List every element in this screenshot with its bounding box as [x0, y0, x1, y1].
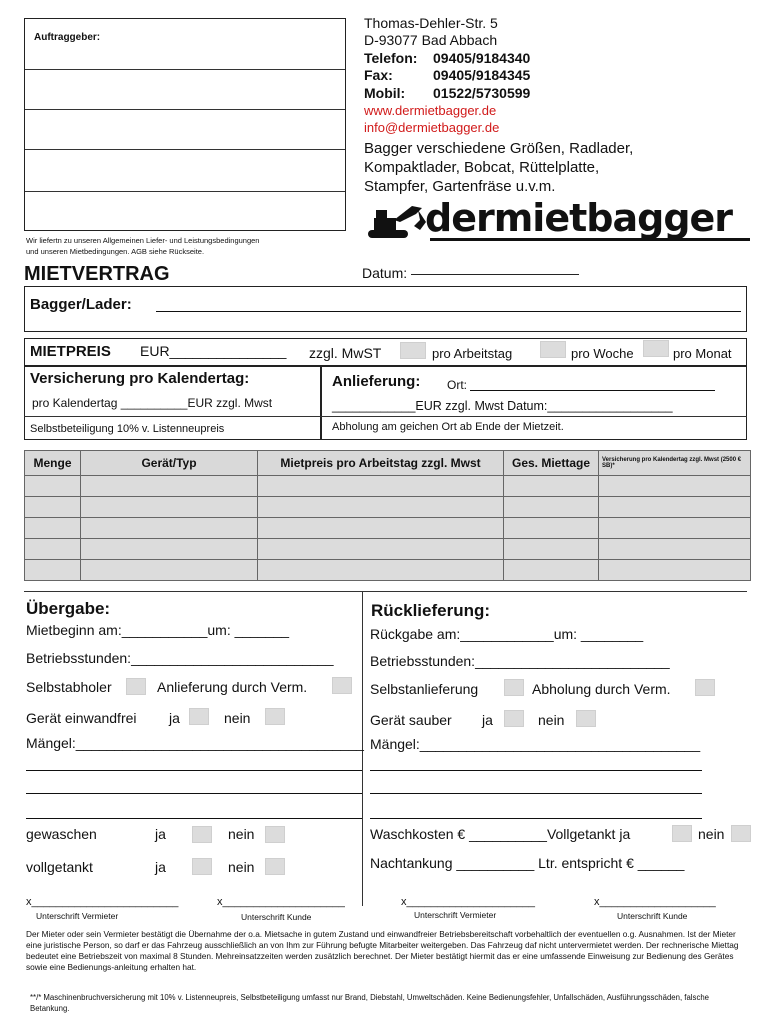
selbstbeteiligung-text: Selbstbeteiligung 10% v. Listenneupreis	[30, 423, 225, 435]
address-city: D-93077 Bad Abbach	[364, 32, 498, 48]
vollgetankt-ja-checkbox[interactable]	[192, 858, 212, 875]
vollgetankt-nein-rueck-label: nein	[698, 826, 725, 842]
geraet-nein-checkbox[interactable]	[265, 708, 285, 725]
vollgetankt-ja-label: ja	[155, 859, 166, 875]
tagline-2: Kompaktlader, Bobcat, Rüttelplatte,	[364, 159, 600, 176]
email-link[interactable]: info@dermietbagger.de	[364, 120, 500, 135]
vollgetankt-label: vollgetankt	[26, 859, 93, 875]
ruecklieferung-betriebsstunden-field[interactable]: Betriebsstunden:_________________________	[370, 653, 670, 669]
items-table	[24, 450, 751, 581]
anlieferung-ort-label: Ort:	[447, 378, 467, 392]
signature-label-vermieter-1: Unterschrift Vermieter	[36, 911, 119, 921]
anlieferung-verm-checkbox[interactable]	[332, 677, 352, 694]
selbstanlieferung-label: Selbstanlieferung	[370, 681, 479, 697]
gewaschen-ja-checkbox[interactable]	[192, 826, 212, 843]
fax-label: Fax:	[364, 67, 393, 83]
ruecklieferung-maengel-line[interactable]	[370, 770, 702, 771]
table-row[interactable]	[25, 476, 751, 497]
vollgetankt-ja-rueck-checkbox[interactable]	[672, 825, 692, 842]
vollgetankt-nein-label: nein	[228, 859, 255, 875]
sauber-ja-label: ja	[482, 712, 493, 728]
pro-arbeitstag-label: pro Arbeitstag	[432, 346, 513, 361]
vollgetankt-nein-checkbox[interactable]	[265, 858, 285, 875]
geraet-nein-label: nein	[224, 710, 251, 726]
table-row[interactable]	[25, 539, 751, 560]
gewaschen-label: gewaschen	[26, 826, 97, 842]
selbstabholer-checkbox[interactable]	[126, 678, 146, 695]
table-row[interactable]	[25, 560, 751, 581]
ruecklieferung-title: Rücklieferung:	[371, 601, 491, 620]
tagline-1: Bagger verschiedene Größen, Radlader,	[364, 140, 634, 157]
logo-underline	[430, 238, 750, 241]
excavator-logo-icon	[364, 200, 434, 242]
col-versicherung: Versicherung pro Kalendertag zzgl. Mwst (2500 € SB)*	[599, 451, 751, 476]
ruecklieferung-maengel-line[interactable]	[370, 818, 702, 819]
anlieferung-ort-input[interactable]	[470, 390, 715, 391]
uebergabe-maengel-line[interactable]	[26, 818, 362, 819]
pro-monat-checkbox[interactable]	[643, 340, 669, 357]
bagger-lader-label: Bagger/Lader:	[30, 296, 132, 313]
nachtankung-field[interactable]: Nachtankung __________ Ltr. entspricht € ______	[370, 855, 685, 871]
anlieferung-title: Anlieferung:	[332, 373, 421, 390]
uebergabe-title: Übergabe:	[26, 599, 111, 618]
uebergabe-betriebsstunden-field[interactable]: Betriebsstunden:__________________________	[26, 650, 334, 666]
mobile-value: 01522/5730599	[433, 85, 531, 101]
sauber-ja-checkbox[interactable]	[504, 710, 524, 727]
footer-paragraph: Der Mieter oder sein Vermieter bestätigt die Übernahme der o.a. Mietsache in gutem Zustand und einwandfreier Betriebsbereitschaft vorbehaltlich der eventuellen o.g. Ausnahmen. Ist der Mieter eine juristische Person, so darf er das Fahrzeug ausschließlich an von Ihm zur Führung befugte Mitarbeiter weitergeben. Das Fahrzeug daf nicht untervermietet werden. Der rechnerische Miettag bedeutet eine Betriebszeit von maximal 8 Stunden. Mehreinsatzzeiten werden zusätzlich berechnet. Der Mieter bestätigt hiermit das er eine umfassende Einweisung zur Bedienung des Gerätes sowie eine Bedienungs-anleitung erhalten hat.	[26, 929, 739, 972]
sauber-nein-label: nein	[538, 712, 565, 728]
table-row[interactable]	[25, 518, 751, 539]
selbstabholer-label: Selbstabholer	[26, 679, 112, 695]
tagline-3: Stampfer, Gartenfräse u.v.m.	[364, 178, 556, 195]
uebergabe-maengel-field[interactable]: Mängel:_____________________________________	[26, 735, 364, 751]
mietpreis-mwst: zzgl. MwST	[309, 345, 382, 361]
gewaschen-nein-checkbox[interactable]	[265, 826, 285, 843]
versicherung-title: Versicherung pro Kalendertag:	[30, 370, 250, 387]
mietpreis-eur-field[interactable]: EUR_______________	[140, 343, 287, 359]
vollgetankt-nein-rueck-checkbox[interactable]	[731, 825, 751, 842]
uebergabe-maengel-line[interactable]	[26, 793, 362, 794]
col-geraet-typ: Gerät/Typ	[81, 451, 258, 476]
page-title: MIETVERTRAG	[24, 263, 170, 285]
pro-woche-checkbox[interactable]	[540, 341, 566, 358]
auftraggeber-label: Auftraggeber:	[34, 32, 101, 43]
versicherung-line[interactable]: pro Kalendertag __________EUR zzgl. Mwst	[32, 396, 273, 410]
col-mietpreis: Mietpreis pro Arbeitstag zzgl. Mwst	[258, 451, 504, 476]
bagger-lader-input[interactable]	[156, 311, 741, 312]
auftraggeber-box	[24, 18, 346, 231]
abholung-verm-label: Abholung durch Verm.	[532, 681, 671, 697]
signature-line-kunde-1[interactable]: x____________________	[217, 896, 345, 908]
ruecklieferung-maengel-field[interactable]: Mängel:____________________________________	[370, 736, 701, 752]
geraet-sauber-label: Gerät sauber	[370, 712, 452, 728]
signature-label-kunde-1: Unterschrift Kunde	[241, 912, 312, 922]
logo-wordmark: dermietbagger	[425, 196, 733, 240]
footer-footnote: **/* Maschinenbruchversicherung mit 10% v. Listenneupreis, Selbstbeteiligung umfasst nur Brand, Diebstahl, Umweltschäden. Keine Bedienungsfehler, Unfallschäden, Ausführungsschäden, falsche Betankung.	[30, 993, 710, 1013]
waschkosten-field[interactable]: Waschkosten € __________Vollgetankt ja	[370, 826, 631, 842]
signature-line-vermieter-1[interactable]: x________________________	[26, 896, 179, 908]
signature-line-kunde-2[interactable]: x___________________	[594, 896, 716, 908]
gewaschen-nein-label: nein	[228, 826, 255, 842]
datum-field[interactable]: Datum: ————————————	[362, 265, 580, 281]
mietpreis-box	[24, 338, 747, 366]
mobile-label: Mobil:	[364, 85, 406, 101]
phone-value: 09405/9184340	[433, 50, 531, 66]
bagger-lader-box	[24, 286, 747, 332]
phone-label: Telefon:	[364, 50, 418, 66]
signature-line-vermieter-2[interactable]: x_____________________	[401, 896, 535, 908]
anlieferung-line[interactable]: ____________EUR zzgl. Mwst Datum:__________________	[332, 399, 673, 413]
geraet-ja-label: ja	[169, 710, 180, 726]
uebergabe-maengel-line[interactable]	[26, 770, 362, 771]
table-row[interactable]	[25, 497, 751, 518]
pro-arbeitstag-checkbox[interactable]	[400, 342, 426, 359]
abholung-verm-checkbox[interactable]	[695, 679, 715, 696]
col-miettage: Ges. Miettage	[504, 451, 599, 476]
fax-value: 09405/9184345	[433, 67, 531, 83]
website-link[interactable]: www.dermietbagger.de	[364, 103, 497, 118]
anlieferung-verm-label: Anlieferung durch Verm.	[157, 679, 308, 695]
ruecklieferung-maengel-line[interactable]	[370, 793, 702, 794]
abholung-text: Abholung am geichen Ort ab Ende der Mietzeit.	[332, 421, 564, 433]
col-menge: Menge	[25, 451, 81, 476]
mietbeginn-field[interactable]: Mietbeginn am:___________um: _______	[26, 622, 290, 638]
selbstanlieferung-checkbox[interactable]	[504, 679, 524, 696]
geraet-einwandfrei-label: Gerät einwandfrei	[26, 710, 137, 726]
mietpreis-label: MIETPREIS	[30, 343, 111, 360]
signature-label-vermieter-2: Unterschrift Vermieter	[414, 910, 497, 920]
pro-monat-label: pro Monat	[673, 346, 732, 361]
sauber-nein-checkbox[interactable]	[576, 710, 596, 727]
gewaschen-ja-label: ja	[155, 826, 166, 842]
geraet-ja-checkbox[interactable]	[189, 708, 209, 725]
pro-woche-label: pro Woche	[571, 346, 634, 361]
rueckgabe-field[interactable]: Rückgabe am:____________um: ________	[370, 626, 644, 642]
signature-label-kunde-2: Unterschrift Kunde	[617, 911, 688, 921]
terms-line-1: Wir liefertn zu unseren Allgemeinen Liefer- und Leistungsbedingungen	[26, 236, 260, 245]
address-street: Thomas-Dehler-Str. 5	[364, 15, 498, 31]
terms-line-2: und unseren Mietbedingungen. AGB siehe Rückseite.	[26, 247, 205, 256]
